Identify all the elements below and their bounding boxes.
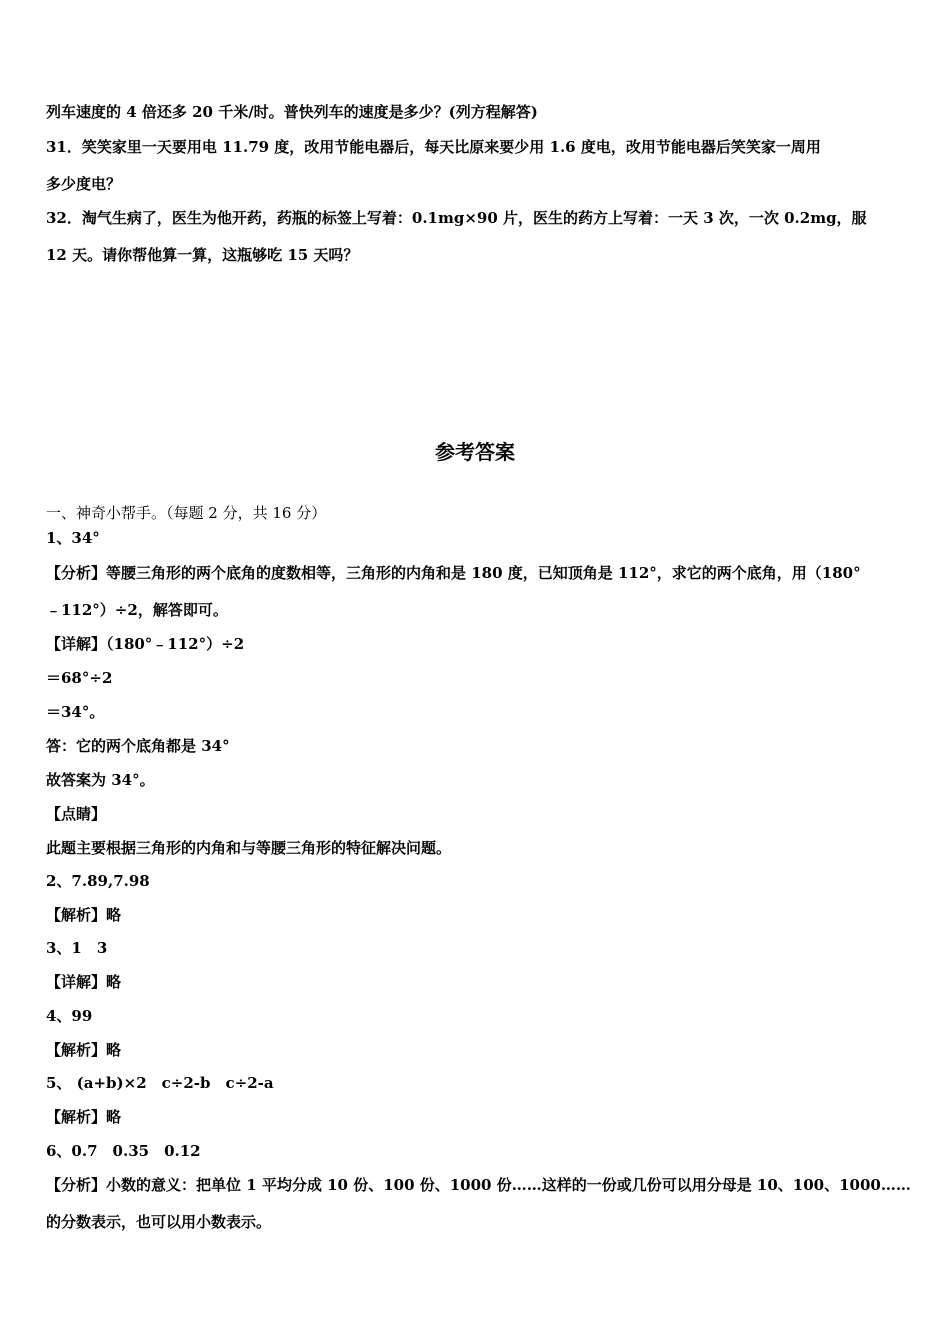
question-31-line1: 31．笑笑家里一天要用电 11.79 度，改用节能电器后，每天比原来要少用 1.6 度电，改用节能电器后笑笑家一周用 xyxy=(46,138,821,156)
answer-1-analysis-line2: ﹣112°）÷2，解答即可。 xyxy=(46,601,228,619)
answer-3-note: 【详解】略 xyxy=(46,973,122,991)
answer-6-analysis-line2: 的分数表示，也可以用小数表示。 xyxy=(46,1213,272,1231)
question-32-line2: 12 天。请你帮他算一算，这瓶够吃 15 天吗？ xyxy=(46,246,359,264)
section-1-heading: 一、神奇小帮手。（每题 2 分，共 16 分） xyxy=(46,504,327,522)
answers-title: 参考答案 xyxy=(435,440,515,464)
question-32-line1: 32．淘气生病了，医生为他开药，药瓶的标签上写着：0.1mg×90 片，医生的药方上写着：一天 3 次，一次 0.2mg，服 xyxy=(46,209,867,227)
answer-4-note: 【解析】略 xyxy=(46,1041,122,1059)
answer-6-analysis-line1: 【分析】小数的意义：把单位 1 平均分成 10 份、100 份、1000 份……这样的一份或几份可以用分母是 10、100、1000…… xyxy=(46,1176,911,1194)
answer-5-note: 【解析】略 xyxy=(46,1108,122,1126)
answer-1-step1: ＝68°÷2 xyxy=(46,669,113,687)
answer-1-analysis-line1: 【分析】等腰三角形的两个底角的度数相等，三角形的内角和是 180 度，已知顶角是 112°，求它的两个底角，用（180° xyxy=(46,564,861,582)
answer-1-step2: ＝34°。 xyxy=(46,703,105,721)
question-31-line2: 多少度电？ xyxy=(46,175,122,193)
answer-1-tip: 此题主要根据三角形的内角和与等腰三角形的特征解决问题。 xyxy=(46,839,452,857)
answer-1-answer: 答：它的两个底角都是 34° xyxy=(46,737,230,755)
answer-1-final: 故答案为 34°。 xyxy=(46,771,155,789)
answer-6: 6、0.7 0.35 0.12 xyxy=(46,1142,201,1160)
question-30-tail: 列车速度的 4 倍还多 20 千米/时。普快列车的速度是多少？(列方程解答) xyxy=(46,103,538,121)
answer-3: 3、1 3 xyxy=(46,939,108,957)
answer-1-tip-label: 【点睛】 xyxy=(46,805,107,823)
answer-1-detail: 【详解】（180°﹣112°）÷2 xyxy=(46,635,245,653)
answer-2: 2、7.89,7.98 xyxy=(46,872,150,890)
answer-2-note: 【解析】略 xyxy=(46,906,122,924)
answer-5: 5、 (a+b)×2 c÷2-b c÷2-a xyxy=(46,1074,274,1092)
answer-1: 1、34° xyxy=(46,529,100,547)
answer-4: 4、99 xyxy=(46,1007,93,1025)
